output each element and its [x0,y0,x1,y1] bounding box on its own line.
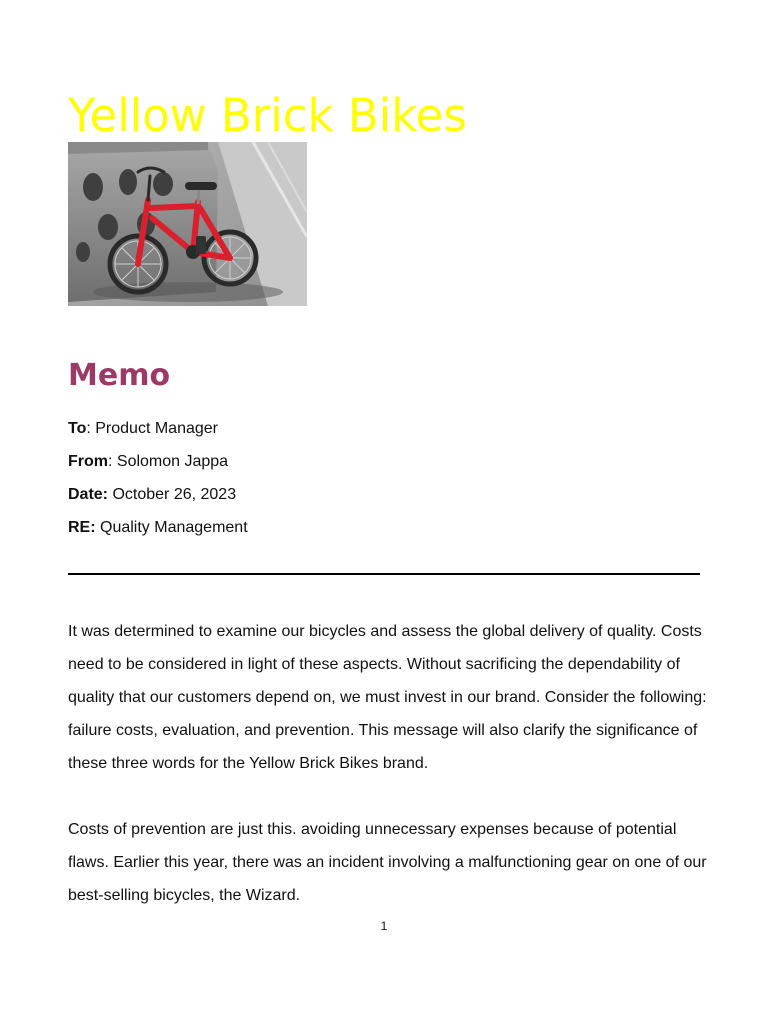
re-line [68,516,248,540]
body-paragraph: Costs of prevention are just this. avoiding unnecessary expenses because of potential flaws. Earlier this year, there was an incident involving a malfunctioning gear on one of our best-selling bicycles, the Wizard. [68,821,707,904]
memo-heading: Memo [68,358,171,393]
body-paragraph: It was determined to examine our bicycles and assess the global delivery of quality. Costs need to be considered in light of these aspects. Without sacrificing the dependability of quality that our customers depend on, we must invest in our brand. Consider the following: failure costs, evaluation, and prevention. This message will also clarify the significance of these three words for the Yellow Brick Bikes brand. [68,623,707,772]
re-value: Quality Management [95,519,248,536]
from-label: From [68,453,108,470]
header-divider [68,573,700,575]
to-line [68,417,218,441]
date-label: Date: [68,486,109,503]
page-number: 1 [380,919,388,933]
to-value: : Product Manager [86,420,218,437]
date-line [68,483,236,507]
from-line [68,450,228,474]
to-label: To [68,420,87,437]
from-value: : Solomon Jappa [108,453,229,470]
re-label: RE: [68,519,96,536]
bicycle-photo [68,142,307,306]
brand-title: Yellow Brick Bikes [68,89,467,142]
date-value: October 26, 2023 [108,486,237,503]
